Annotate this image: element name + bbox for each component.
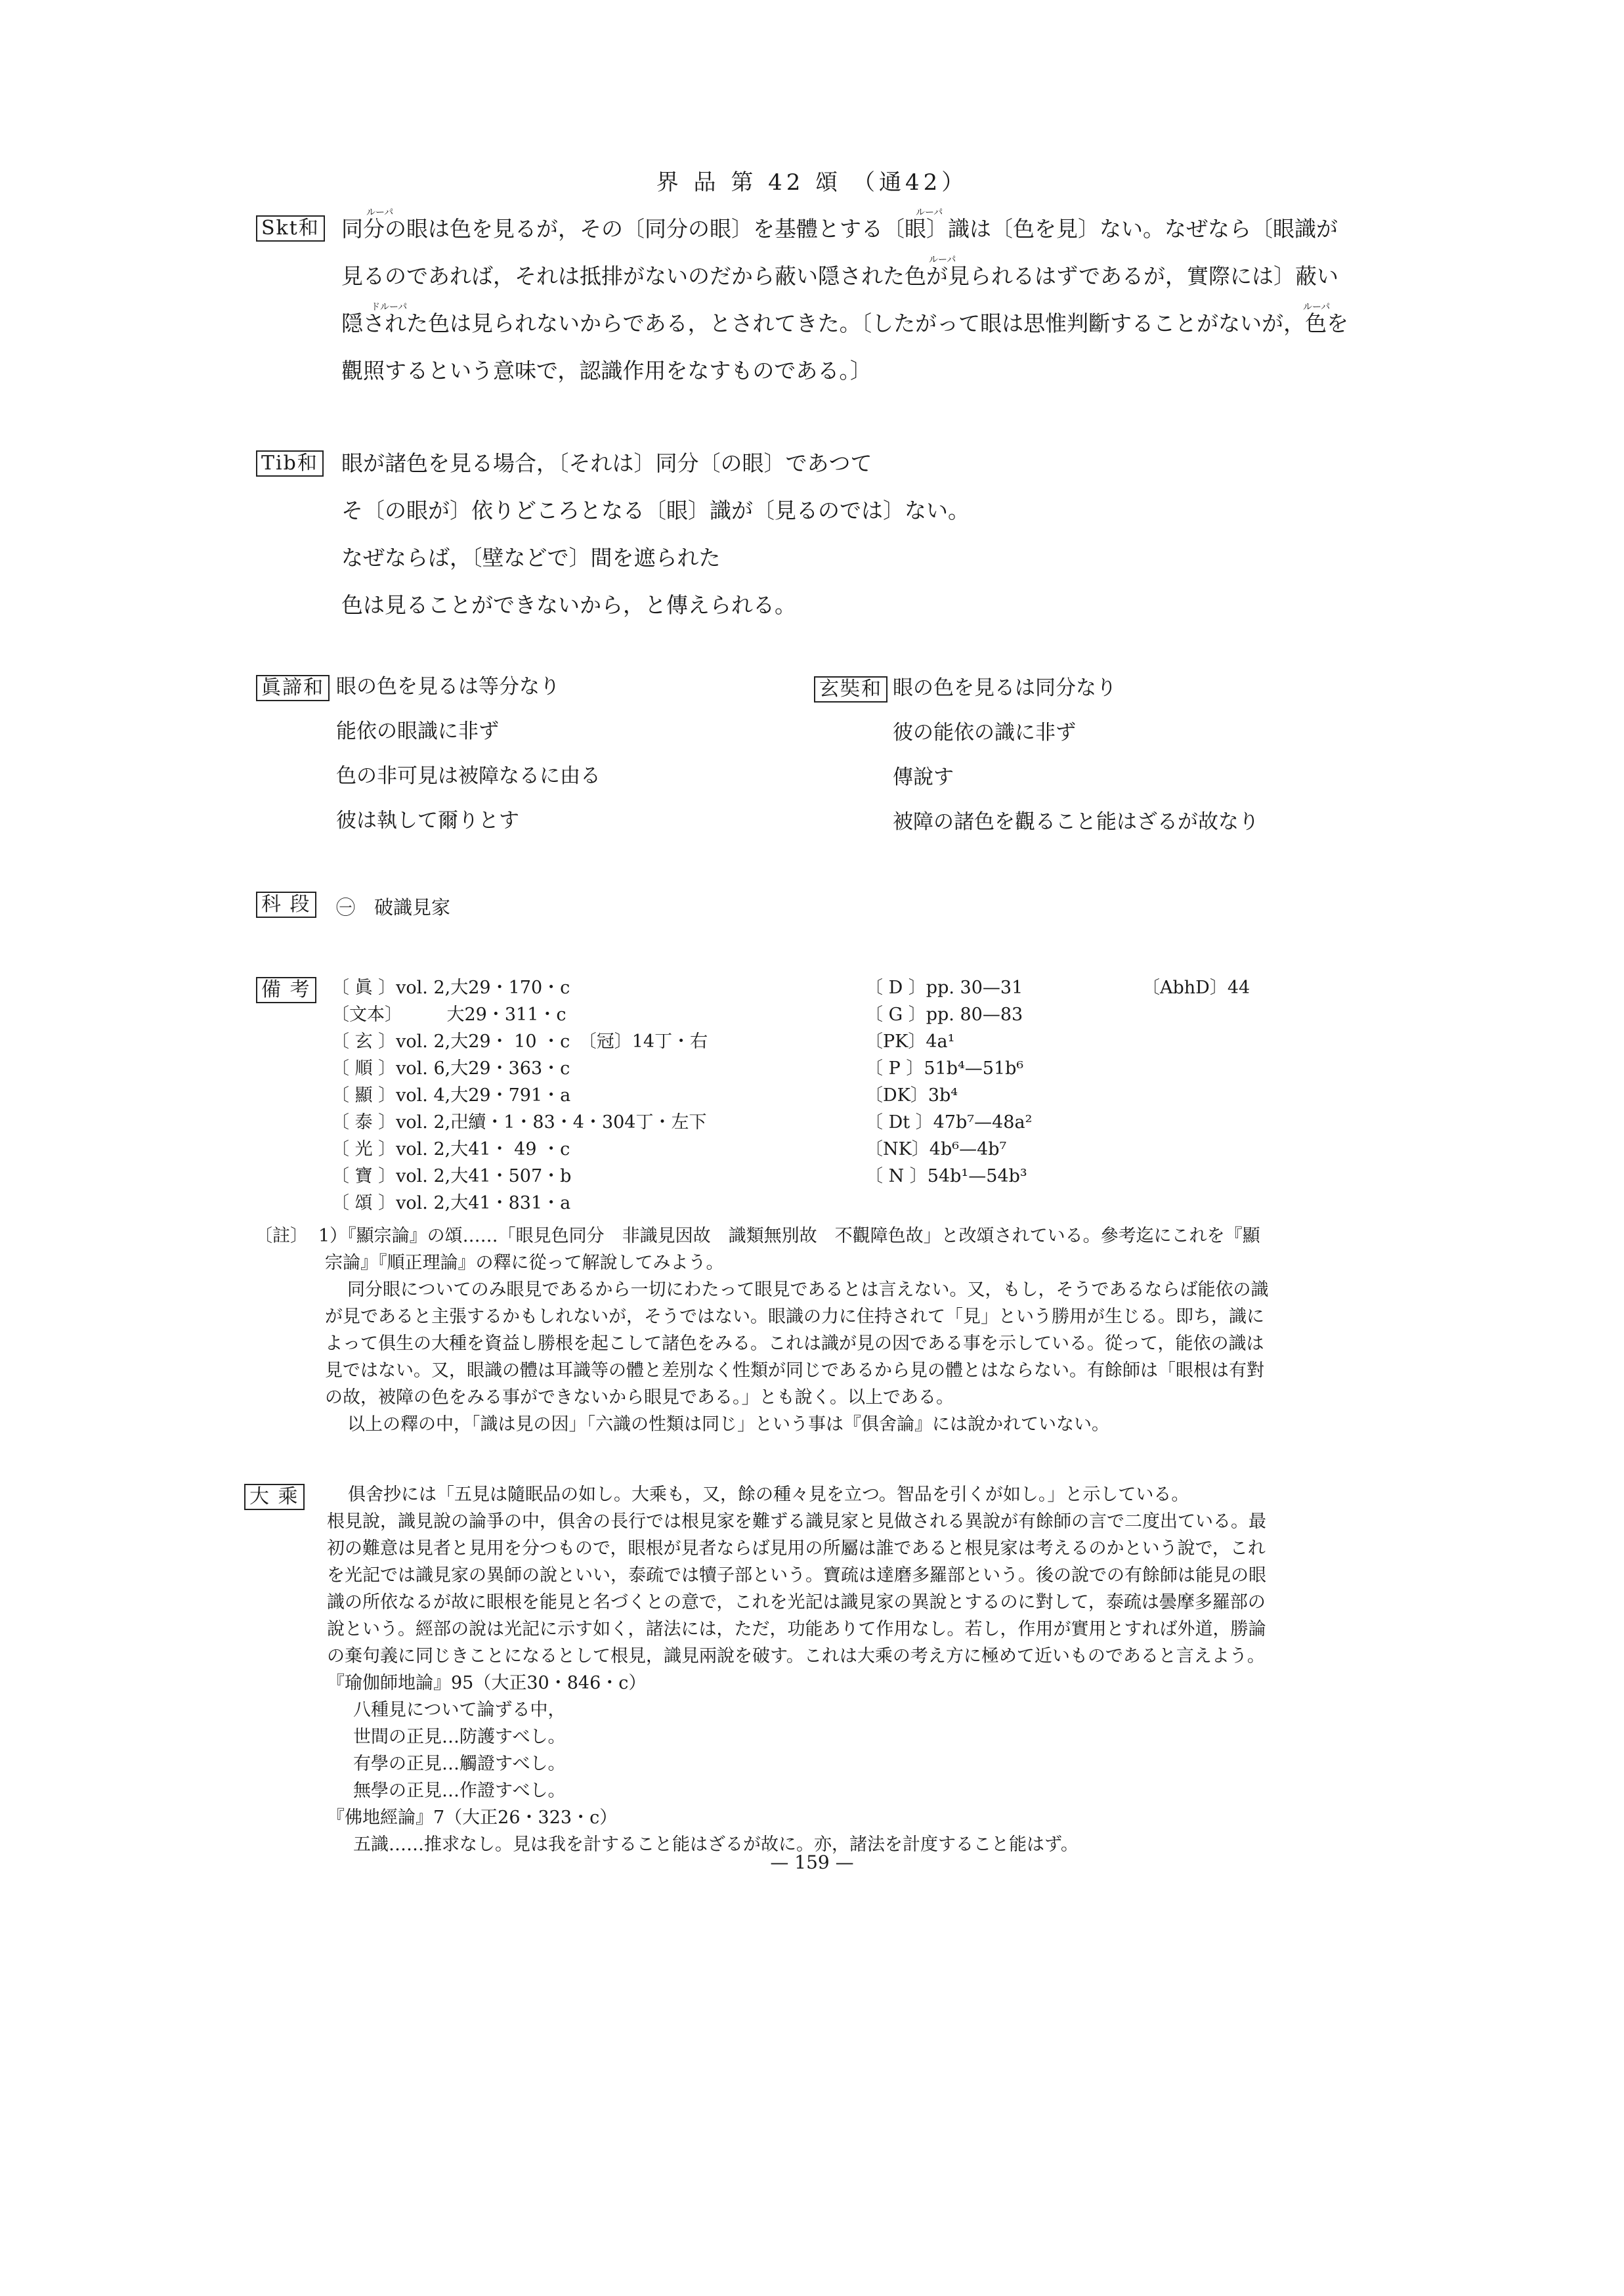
daijo-line: 俱舍抄には「五見は隨眠品の如し。大乘も，又，餘の種々見を立つ。智品を引くが如し。」と示している。 (348, 1484, 1189, 1505)
ruby-rupa: ルーパ (366, 207, 394, 218)
tib-line: 眼が諸色を見る場合，〔それは〕同分〔の眼〕であつて (341, 450, 872, 476)
ref-item: 〔DK〕3b⁴ (865, 1085, 958, 1106)
ref-item: 〔 顯 〕vol. 4,大29・791・a (331, 1085, 571, 1106)
biko-label: 備 考 (256, 977, 316, 1003)
biko-left-list (331, 974, 708, 1217)
chu-line: の故，被障の色をみる事ができないから眼見である。」とも說く。以上である。 (325, 1387, 954, 1408)
skt-line: 觀照するという意味で，認識作用をなすものである。〕 (341, 358, 872, 383)
skt-line: 見るのであれば，それは抵排がないのだから蔽い隠された色が見られるはずであるが，實際には〕蔽い (341, 263, 1338, 289)
ref-item: 〔 D 〕pp. 30—31 (865, 978, 1023, 998)
daijo-line: 『瑜伽師地論』95（大正30・846・c） (327, 1673, 647, 1693)
ruby-rupa: ルーパ (929, 255, 956, 265)
daijo-line: 初の難意は見者と見用を分つもので，眼根が見者ならば見用の所屬は誰であると根見家は考えるのかという說で，これ (327, 1538, 1266, 1559)
daijo-line: 世間の正見…防護すべし。 (353, 1727, 566, 1747)
ref-item: 〔 Dt 〕47b⁷—48a² (865, 1112, 1033, 1133)
skt-label: Skt和 (256, 215, 325, 242)
ref-item: 〔 寶 〕vol. 2,大41・507・b (331, 1166, 572, 1186)
abhd-ref: 〔AbhD〕44 (1142, 978, 1250, 998)
ref-item: 〔 玄 〕vol. 2,大29・ 10 ・c 〔冠〕14丁・右 (331, 1031, 708, 1052)
ref-item: 〔 頌 〕vol. 2,大41・831・a (331, 1193, 571, 1213)
daijo-label: 大 乘 (244, 1484, 305, 1510)
daijo-line: 根見說，識見說の論爭の中，俱舍の長行では根見家を難ずる識見家と見做される異說が有餘師の言で二度出ている。最 (327, 1511, 1266, 1532)
biko-right-list (865, 974, 1032, 1190)
genjo-label-box (814, 676, 887, 703)
daijo-line: 識の所依なるが故に眼根を能見と名づくとの意で，これを光記は識見家の異說とするのに對して，泰疏は曇摩多羅部の (327, 1592, 1266, 1613)
daijo-line: の棄句義に同じきことになるとして根見，識見兩說を破す。これは大乘の考え方に極めて近いものであると言えよう。 (327, 1646, 1265, 1666)
page-number: — 159 — (770, 1852, 854, 1873)
ref-item: 〔 G 〕pp. 80—83 (865, 1005, 1023, 1025)
genjo-text (893, 666, 1259, 844)
kadan-text: ㊀ 破識見家 (336, 896, 451, 919)
daijo-text (327, 1481, 1266, 1858)
ref-item: 〔 泰 〕vol. 2,卍續・1・83・4・304丁・左下 (331, 1112, 707, 1133)
genjo-line: 傳說す (893, 766, 954, 789)
shindai-line: 能依の眼識に非ず (336, 720, 499, 743)
tib-line: なぜならば，〔壁などで〕間を遮られた (341, 545, 721, 571)
shindai-line: 眼の色を見るは等分なり (336, 675, 560, 699)
ruby-rupa: ルーパ (1303, 302, 1331, 313)
daijo-line: 有學の正見…觸證すべし。 (353, 1754, 566, 1774)
ref-item: 〔NK〕4b⁶—4b⁷ (865, 1139, 1007, 1159)
ref-item: 〔 P 〕51b⁴—51b⁶ (865, 1058, 1024, 1079)
ref-item: 〔文本〕 大29・311・c (331, 1005, 566, 1025)
page-title: 界 品 第 42 頌 （通42） (656, 169, 968, 196)
kadan-label-box (256, 892, 316, 918)
chu-line: 同分眼についてのみ眼見であるから一切にわたって眼見であるとは言えない。又，もし，そうであるならば能依の識 (347, 1280, 1269, 1300)
skt-line: 同分の眼は色を見るが，その〔同分の眼〕を基體とする〔眼〕識は〔色を見〕ない。なぜなら〔眼識が (341, 216, 1338, 242)
daijo-line: 無學の正見…作證すべし。 (353, 1781, 566, 1801)
daijo-line: 說という。經部の說は光記に示す如く，諸法には，ただ，功能ありて作用なし。若し，作用が實用とすれば外道，勝論 (327, 1619, 1266, 1639)
ref-item: 〔 眞 〕vol. 2,大29・170・c (331, 978, 570, 998)
chu-label: 〔註〕 (255, 1226, 308, 1246)
chu-line: よって俱生の大種を資益し勝根を起こして諸色をみる。これは識が見の因である事を示している。從って，能依の識は (325, 1333, 1264, 1354)
shindai-text (336, 664, 601, 843)
ref-item: 〔PK〕4a¹ (865, 1031, 955, 1052)
genjo-line: 彼の能依の識に非ず (893, 721, 1076, 745)
genjo-line: 被障の諸色を觀ること能はざるが故なり (893, 810, 1259, 834)
chu-line: 以上の釋の中，「識は見の因」「六識の性類は同じ」という事は『俱舍論』には說かれていない。 (347, 1414, 1109, 1435)
shindai-line: 色の非可見は被障なるに由る (336, 764, 601, 788)
genjo-label: 玄奘和 (814, 676, 887, 703)
skt-line: 隠された色は見られないからである，とされてきた。〔したがって眼は思惟判斷することがないが，色を (341, 311, 1349, 336)
daijo-line: 八種見について論ずる中， (353, 1700, 566, 1720)
chu-line: 1）『顯宗論』の頌……「眼見色同分 非識見因故 識類無別故 不觀障色故」と改頌されている。參考迄にこれを『顯 (318, 1226, 1260, 1246)
chu-line: が見であると主張するかもしれないが，そうではない。眼識の力に住持されて「見」という勝用が生じる。即ち，識に (325, 1307, 1264, 1327)
ref-item: 〔 N 〕54b¹—54b³ (865, 1166, 1027, 1186)
shindai-label-box (256, 675, 330, 701)
tib-line: 色は見ることができないから，と傳えられる。 (341, 592, 796, 618)
chu-text (318, 1223, 1268, 1438)
daijo-label-box (244, 1484, 305, 1510)
shindai-line: 彼は執して爾りとす (336, 809, 519, 833)
daijo-line: 五識……推求なし。見は我を計すること能はざるが故に。亦，諸法を計度すること能はず。 (353, 1834, 1079, 1855)
daijo-line: を光記では識見家の異師の說といい，泰疏では犢子部という。寶疏は達磨多羅部という。後の說での有餘師は能見の眼 (327, 1565, 1266, 1586)
ref-item: 〔 順 〕vol. 6,大29・363・c (331, 1058, 570, 1079)
chu-line: 見ではない。又，眼識の體は耳識等の體と差別なく性類が同じであるから見の體とはならない。有餘師は「眼根は有對 (325, 1360, 1264, 1381)
biko-label-box (256, 977, 316, 1003)
tib-label: Tib和 (256, 450, 324, 477)
skt-text (341, 206, 1348, 395)
ref-item: 〔 光 〕vol. 2,大41・ 49 ・c (331, 1139, 570, 1159)
daijo-line: 『佛地經論』7（大正26・323・c） (327, 1808, 618, 1828)
shindai-label: 眞諦和 (256, 675, 330, 701)
skt-label-box (256, 215, 325, 242)
ruby-rupa: ルーパ (916, 207, 943, 218)
chu-line: 宗論』『順正理論』の釋に從って解說してみよう。 (325, 1253, 724, 1273)
genjo-line: 眼の色を見るは同分なり (893, 676, 1117, 700)
ruby-drupa: ドルーパ (371, 302, 408, 313)
kadan-label: 科 段 (256, 892, 316, 918)
tib-line: そ〔の眼が〕依りどころとなる〔眼〕識が〔見るのでは〕ない。 (341, 498, 970, 523)
tib-text (341, 440, 970, 629)
tib-label-box (256, 450, 324, 477)
